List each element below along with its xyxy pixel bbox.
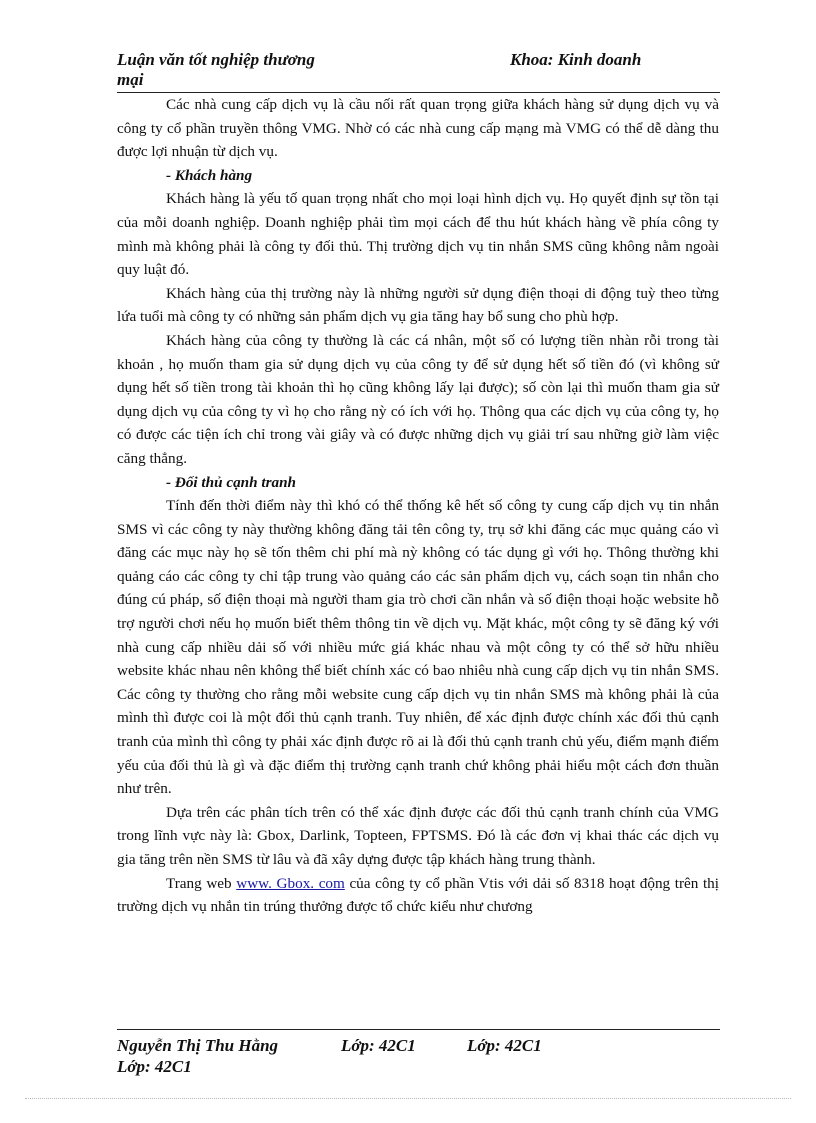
header-thesis-title: Luận văn tốt nghiệp thương mại <box>117 50 315 89</box>
paragraph-main-competitors: Dựa trên các phân tích trên có thể xác định được các đối thủ cạnh tranh chính của VMG trong lĩnh vực này là: Gbox, Darlink, Topteen, FPTSMS. Đó là các đơn vị khai thác các dịch vụ gia tăng trên nền SMS từ lâu và đã xây dựng được tập khách hàng trung thành. <box>117 803 719 868</box>
paragraph-providers: Các nhà cung cấp dịch vụ là cầu nối rất quan trọng giữa khách hàng sử dụng dịch vụ và công ty cổ phần truyền thông VMG. Nhờ có các nhà cung cấp mạng mà VMG có thể dễ dàng thu được lợi nhuận từ dịch vụ. <box>117 96 719 161</box>
section-heading-customers: - Khách hàng <box>166 166 253 184</box>
footer-class-2: Lớp: 42C1 <box>467 1036 542 1055</box>
section-heading-competitors: - Đối thủ cạnh tranh <box>166 473 296 491</box>
header-faculty: Khoa: Kinh doanh <box>510 50 642 69</box>
footer-class-3: Lớp: 42C1 <box>117 1057 192 1076</box>
paragraph-gbox <box>117 872 719 919</box>
page-bottom-dotted-line <box>25 1098 791 1099</box>
paragraph-customers-company: Khách hàng của công ty thường là các cá nhân, một số có lượng tiền nhàn rỗi trong tài khoản , họ muốn tham gia sử dụng dịch vụ của công ty để sử dụng hết số tiền đó (vì không sử dụng hết số tiền trong tài khoản thì họ cũng không lấy lại được); số còn lại thì muốn tham gia sử dụng dịch vụ của công ty vì họ cho rằng nỳ có ích với họ. Thông qua các dịch vụ của công ty, họ có được các tiện ích chỉ trong vài giây và có được những dịch vụ giải trí sau những giờ làm việc căng thẳng. <box>117 331 719 467</box>
paragraph-customers-market: Khách hàng của thị trường này là những người sử dụng điện thoại di động tuỳ theo từng lứa tuổi mà công ty có những sản phẩm dịch vụ gia tăng hay bổ sung cho phù hợp. <box>117 284 719 326</box>
footer-divider <box>117 1029 720 1030</box>
paragraph-customers-intro: Khách hàng là yếu tố quan trọng nhất cho mọi loại hình dịch vụ. Họ quyết định sự tồn tại của mỗi doanh nghiệp. Doanh nghiệp phải tìm mọi cách để thu hút khách hàng về phía công ty mình mà không phải là công ty đối thủ. Thị trường dịch vụ tin nhắn SMS cũng không nằm ngoài quy luật đó. <box>117 190 719 279</box>
document-body <box>117 93 719 919</box>
footer-class-1: Lớp: 42C1 <box>341 1036 416 1055</box>
gbox-website-link[interactable]: www. Gbox. com <box>236 874 345 892</box>
page-footer <box>117 1035 720 1077</box>
gbox-text-after: của công ty cổ phần Vtis với dải số 8318 hoạt động trên thị trường dịch vụ nhắn tin trúng thưởng được tổ chức kiểu như chương <box>117 874 719 916</box>
paragraph-competitors-intro: Tính đến thời điểm này thì khó có thể thống kê hết số công ty cung cấp dịch vụ tin nhắn SMS vì các công ty này thường không đăng tải tên công ty, trụ sở khi đăng các mục quảng cáo vì đăng các mục này họ sẽ tốn thêm chi phí mà nỳ không có tác dụng gì với họ. Thông thường khi quảng cáo các công ty chỉ tập trung vào quảng cáo các sản phẩm dịch vụ, cách soạn tin nhắn cho đúng cú pháp, số điện thoại mà người tham gia trò chơi cần nhắn và số điện thoại hoặc website hỗ trợ người chơi nếu họ muốn biết thêm thông tin về dịch vụ. Mặt khác, một công ty sẽ đăng ký với nhà cung cấp nhiều dải số với nhiều mức giá khác nhau và một công ty có thể sở hữu nhiều website khác nhau nên không thể biết chính xác có bao nhiêu nhà cung cấp dịch vụ tin nhắn SMS. Các công ty thường cho rằng mỗi website cung cấp dịch vụ tin nhắn SMS mà không phải là của mình thì được coi là một đối thủ cạnh tranh. Tuy nhiên, để xác định được chính xác đối thủ cạnh tranh của mình thì công ty phải xác định được rõ ai là đối thủ cạnh tranh chủ yếu, điểm mạnh điểm yếu của đối thủ là gì và đặc điểm thị trường cạnh tranh chứ không phải hiểu một cách đơn thuần như trên. <box>117 497 719 798</box>
gbox-text-before: Trang web <box>166 874 237 892</box>
footer-author-name: Nguyễn Thị Thu Hằng <box>117 1036 279 1055</box>
